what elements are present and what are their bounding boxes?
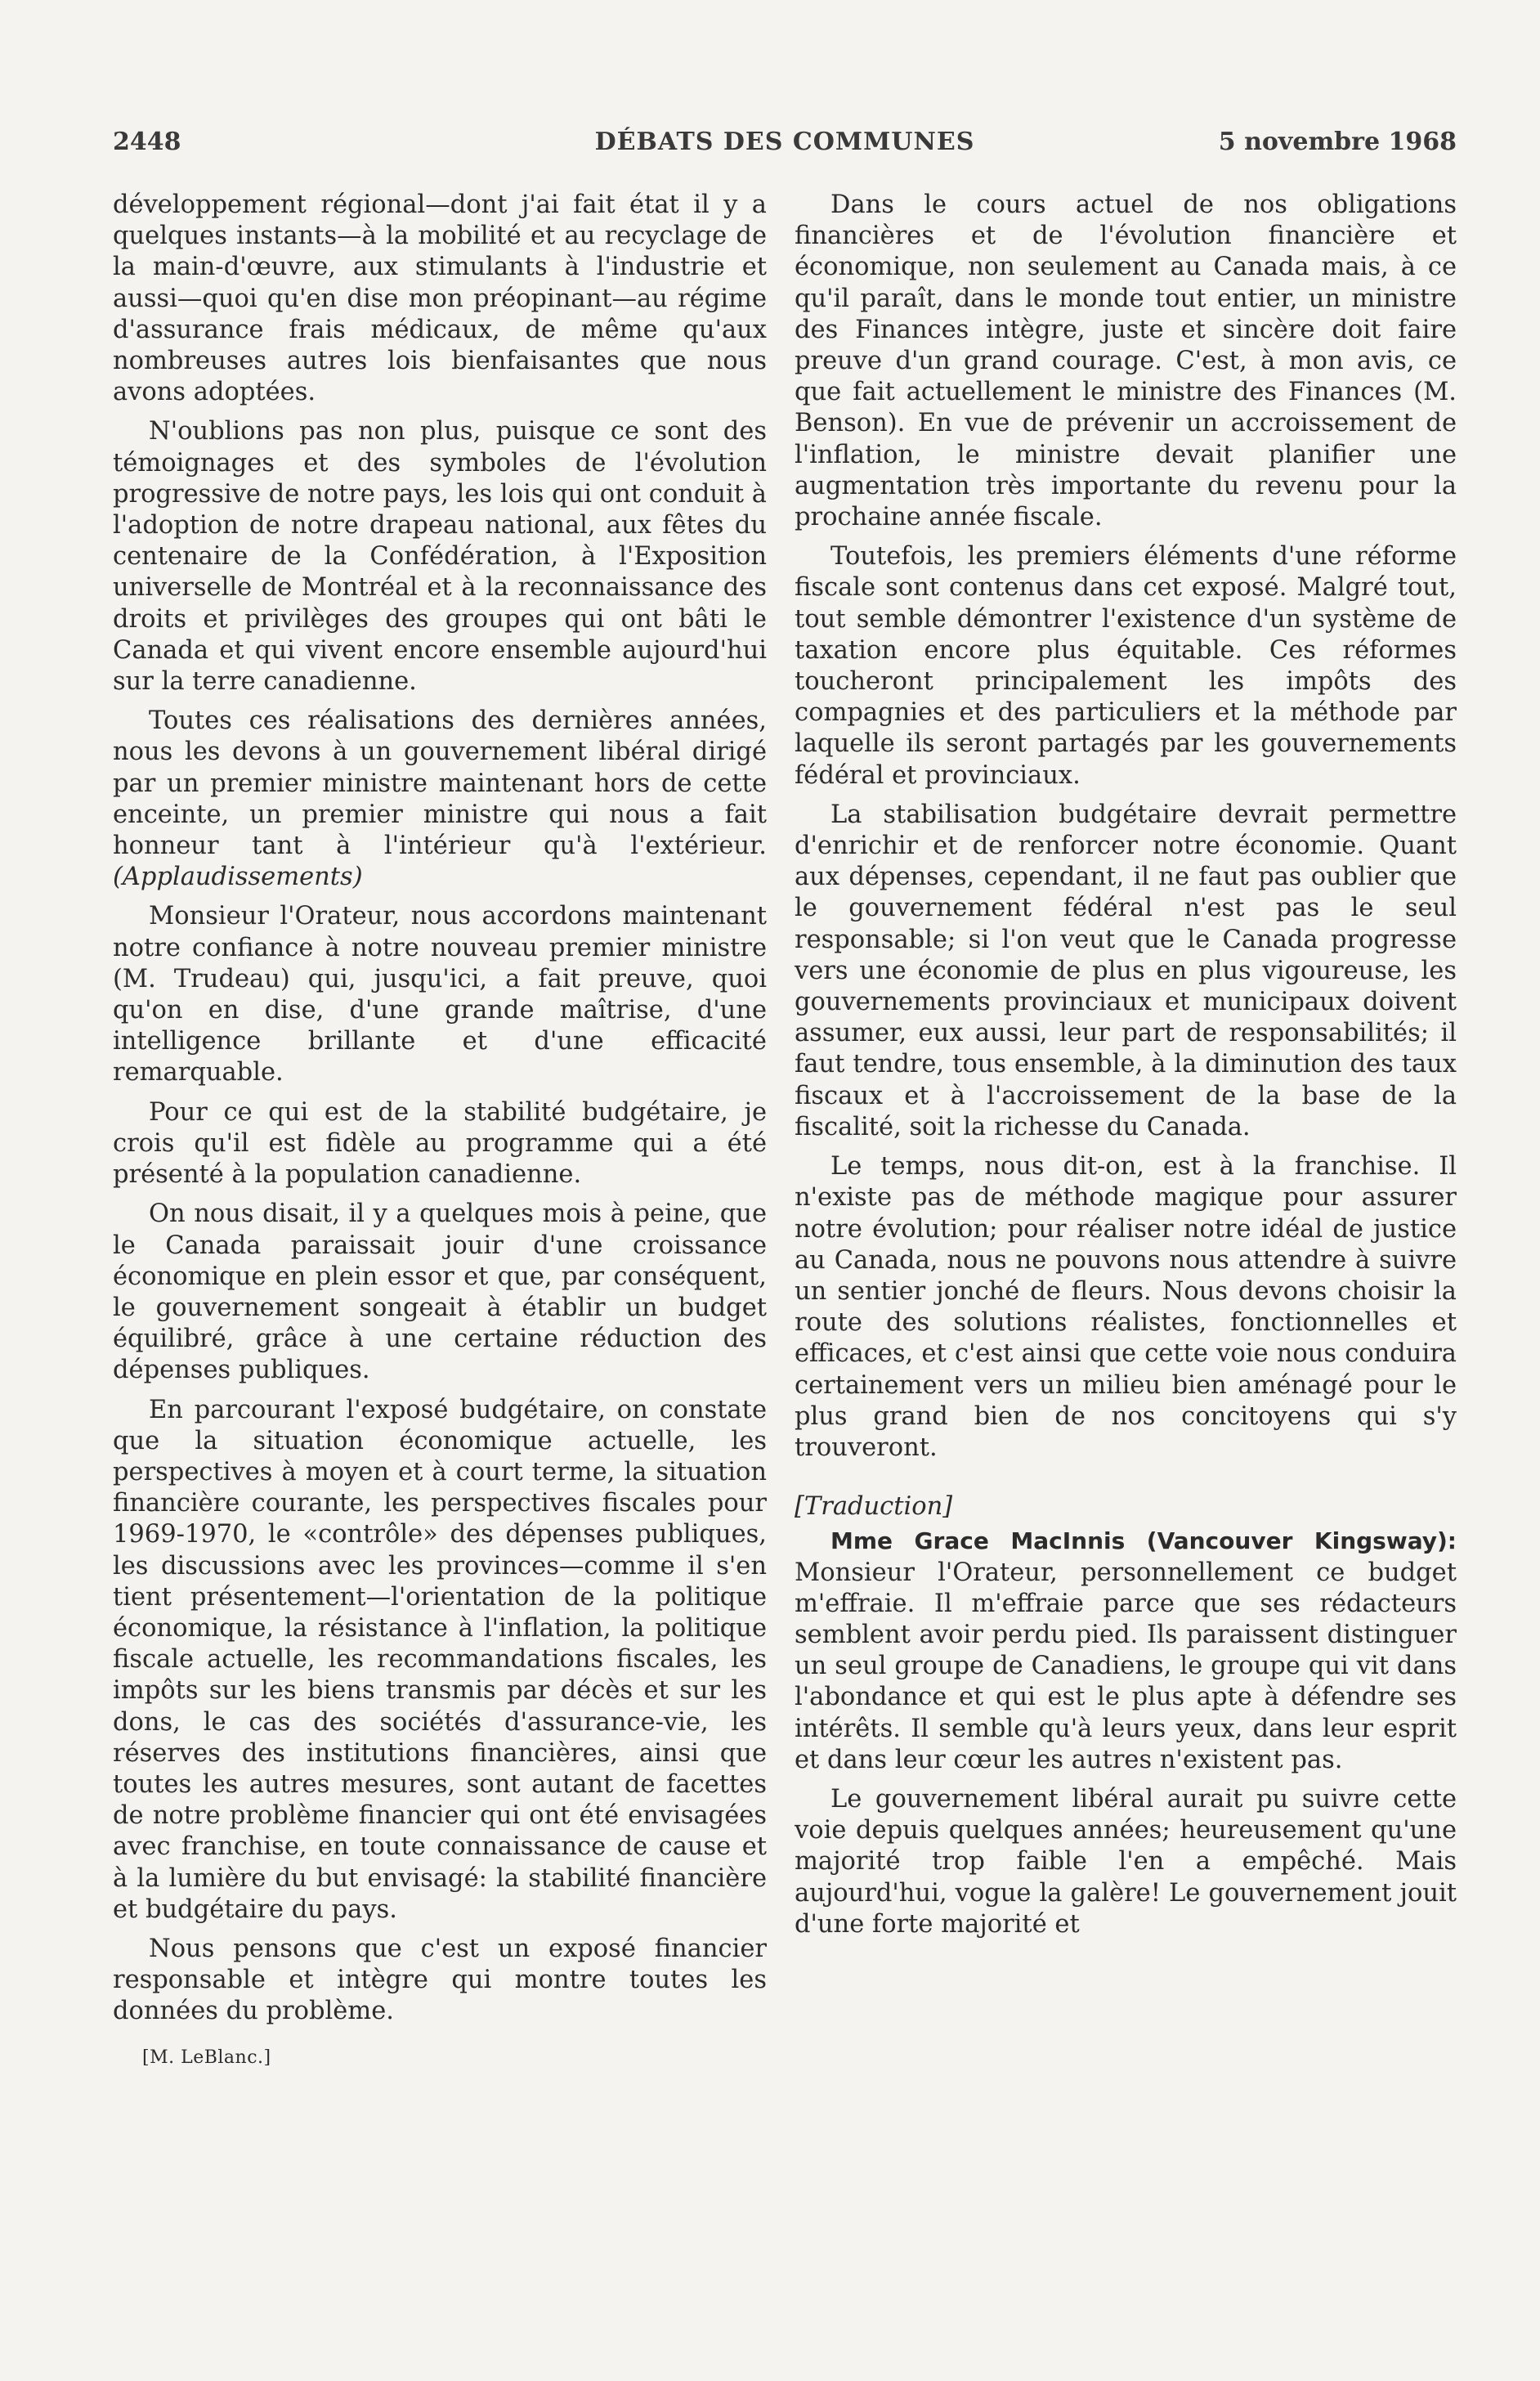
page-number: 2448 xyxy=(113,128,181,156)
paragraph: Monsieur l'Orateur, nous accordons maintenant notre confiance à notre nouveau premier ministre (M. Trudeau) qui, jusqu'ici, a fait preuve, quoi qu'on en dise, d'une grande maîtrise, d'une intelligence brillante et d'une efficacité remarquable. xyxy=(113,902,767,1087)
speaker-attribution: [M. LeBlanc.] xyxy=(142,2047,271,2068)
applause-note: (Applaudissements) xyxy=(113,863,363,892)
right-column xyxy=(795,190,1457,1948)
page-date: 5 novembre 1968 xyxy=(1218,128,1457,156)
paragraph-text: Monsieur l'Orateur, personnellement ce budget m'effraie. Il m'effraie parce que ses rédacteurs semblent avoir perdu pied. Ils paraissent distinguer un seul groupe de Canadiens, le groupe qui vit dans l'abondance et qui est le plus apte à défendre ses intérêts. Il semble qu'à leurs yeux, dans leur esprit et dans leur cœur les autres n'existent pas. xyxy=(795,1558,1457,1774)
page-header xyxy=(113,128,1457,168)
paragraph: Pour ce qui est de la stabilité budgétaire, je crois qu'il est fidèle au programme qui a été présenté à la population canadienne. xyxy=(113,1097,767,1190)
paragraph: On nous disait, il y a quelques mois à peine, que le Canada paraissait jouir d'une croissance économique en plein essor et que, par conséquent, le gouvernement songeait à établir un budget équilibré, grâce à une certaine réduction des dépenses publiques. xyxy=(113,1199,767,1385)
paragraph: Dans le cours actuel de nos obligations financières et de l'évolution financière et économique, non seulement au Canada mais, à ce qu'il paraît, dans le monde tout entier, un ministre des Finances intègre, juste et sincère doit faire preuve d'un grand courage. C'est, à mon avis, ce que fait actuellement le ministre des Finances (M. Benson). En vue de prévenir un accroissement de l'inflation, le ministre devait planifier une augmentation très importante du revenu pour la prochaine année fiscale. xyxy=(795,191,1457,532)
paragraph: La stabilisation budgétaire devrait permettre d'enrichir et de renforcer notre économie. Quant aux dépenses, cependant, il ne faut pas oublier que le gouvernement fédéral n'est pas le seul responsable; si l'on veut que le Canada progresse vers une économie de plus en plus vigoureuse, les gouvernements provinciaux et municipaux doivent assumer, eux aussi, leur part de responsabilités; il faut tendre, tous ensemble, à la diminution des taux fiscaux et à l'accroissement de la base de la fiscalité, soit la richesse du Canada. xyxy=(795,800,1457,1141)
publication-title: DÉBATS DES COMMUNES xyxy=(594,128,975,156)
paragraph: En parcourant l'exposé budgétaire, on constate que la situation économique actuelle, les perspectives à moyen et à court terme, la situation financière courante, les perspectives fiscales pour 1969-1970, le «contrôle» des dépenses publiques, les discussions avec les provinces—comme il s'en tient présentement—l'orientation de la politique économique, la résistance à l'inflation, la politique fiscale actuelle, les recommandations fiscales, les impôts sur les biens transmis par décès et sur les dons, le cas des sociétés d'assurance-vie, les réserves des institutions financières, ainsi que toutes les autres mesures, sont autant de facettes de notre problème financier qui ont été envisagées avec franchise, en toute connaissance de cause et à la lumière du but envisagé: la stabilité financière et budgétaire du pays. xyxy=(113,1395,767,1924)
paragraph: Le gouvernement libéral aurait pu suivre cette voie depuis quelques années; heureusement qu'une majorité trop faible l'en a empêché. Mais aujourd'hui, vogue la galère! Le gouvernement jouit d'une forte majorité et xyxy=(795,1784,1457,1939)
paragraph: développement régional—dont j'ai fait état il y a quelques instants—à la mobilité et au recyclage de la main-d'œuvre, aux stimulants à l'industrie et aussi—quoi qu'en dise mon préopinant—au régime d'assurance frais médicaux, de même qu'aux nombreuses autres lois bienfaisantes que nous avons adoptées. xyxy=(113,191,767,407)
paragraph: Nous pensons que c'est un exposé financier responsable et intègre qui montre toutes les données du problème. xyxy=(113,1934,767,2026)
paragraph: Le temps, nous dit-on, est à la franchise. Il n'existe pas de méthode magique pour assurer notre évolution; pour réaliser notre idéal de justice au Canada, nous ne pouvons nous attendre à suivre un sentier jonché de fleurs. Nous devons choisir la route des solutions réalistes, fonctionnelles et efficaces, et c'est ainsi que cette voie nous conduira certainement vers un milieu bien aménagé pour le plus grand bien de nos concitoyens qui s'y trouveront. xyxy=(795,1152,1457,1462)
translation-tag: [Traduction] xyxy=(795,1492,953,1522)
paragraph-text: Toutes ces réalisations des dernières années, nous les devons à un gouvernement libéral dirigé par un premier ministre maintenant hors de cette enceinte, un premier ministre qui nous a fait honneur tant à l'intérieur qu'à l'extérieur. xyxy=(113,706,767,861)
speaker-name: Mme Grace MacInnis (Vancouver Kingsway): xyxy=(830,1527,1457,1555)
paragraph: Toutefois, les premiers éléments d'une réforme fiscale sont contenus dans cet exposé. Malgré tout, tout semble démontrer l'existence d'un système de taxation encore plus équitable. Ces réformes toucheront principalement les impôts des compagnies et des particuliers et la méthode par laquelle ils seront partagés par les gouvernements fédéral et provinciaux. xyxy=(795,542,1457,790)
left-column xyxy=(113,190,767,2074)
paragraph xyxy=(113,706,767,893)
paragraph xyxy=(795,1526,1457,1776)
paragraph: N'oublions pas non plus, puisque ce sont des témoignages et des symboles de l'évolution progressive de notre pays, les lois qui ont conduit à l'adoption de notre drapeau national, aux fêtes du centenaire de la Confédération, à l'Exposition universelle de Montréal et à la reconnaissance des droits et privilèges des groupes qui ont bâti le Canada et qui vivent encore ensemble aujourd'hui sur la terre canadienne. xyxy=(113,417,767,697)
